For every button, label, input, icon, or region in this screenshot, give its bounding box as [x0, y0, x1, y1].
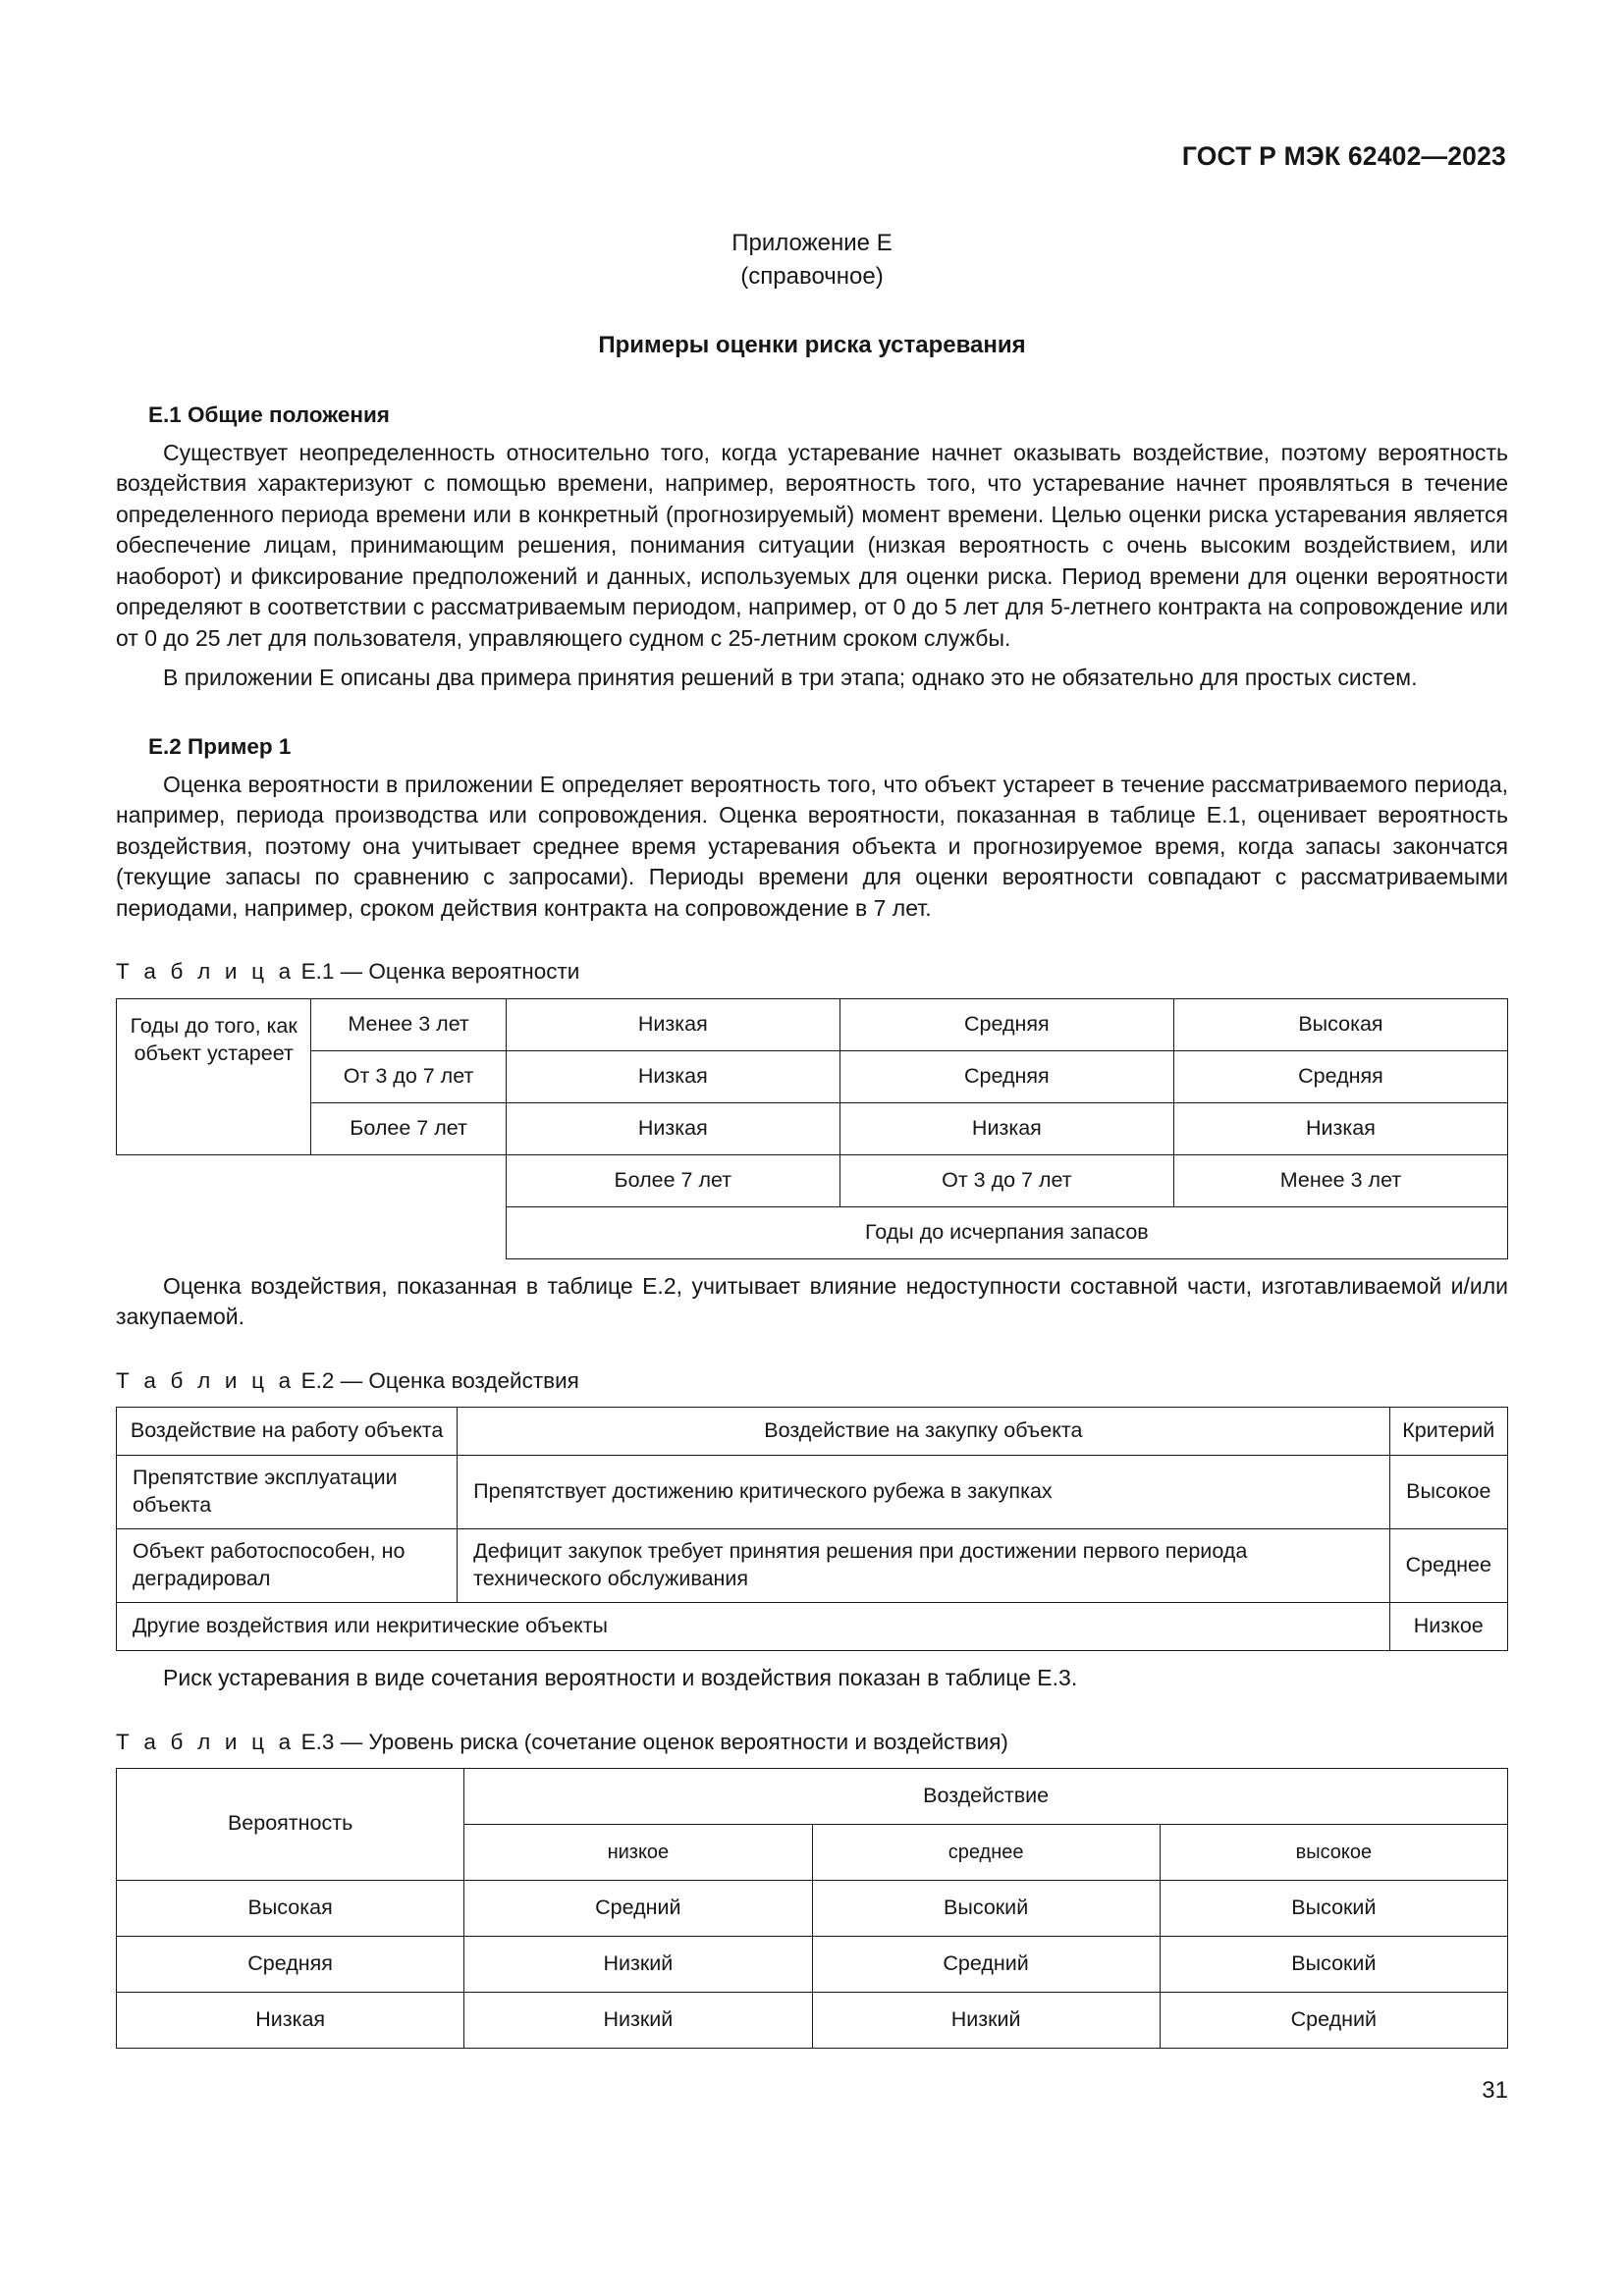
table-e2-header: Воздействие на работу объекта: [117, 1408, 458, 1456]
table-row: [117, 1992, 1508, 2048]
table-e1-spacer: [117, 1154, 507, 1206]
table-e3-caption: [116, 1728, 1508, 1756]
table-e3-subheader: среднее: [812, 1824, 1160, 1880]
table-row: [117, 1102, 1508, 1154]
table-impact-assessment: [116, 1407, 1508, 1651]
table-e2-criterion: Среднее: [1389, 1529, 1507, 1603]
table-header-row: [117, 1768, 1508, 1824]
table-e3-row-label: Высокая: [117, 1880, 464, 1936]
table-e3-col-axis-header: Воздействие: [464, 1768, 1508, 1824]
page-number: 31: [1482, 2077, 1508, 2104]
table-e3-cell: Низкий: [464, 1992, 812, 2048]
table-row: [117, 998, 1508, 1050]
table-e3-cell: Средний: [1160, 1992, 1507, 2048]
paragraph-after-table-e2: Риск устаревания в виде сочетания вероятности и воздействия показан в таблице Е.3.: [163, 1664, 1078, 1690]
table-e1-row-label: Менее 3 лет: [311, 998, 506, 1050]
table-e3-cell: Низкий: [464, 1936, 812, 1992]
paragraph-e1-2: В приложении Е описаны два примера принятия решений в три этапа; однако это не обязательно для простых систем.: [163, 664, 1418, 690]
table-e1-cell: Низкая: [506, 1102, 839, 1154]
table-header-row: [117, 1408, 1508, 1456]
table-e1-caption: [116, 957, 1508, 986]
table-e2-caption-text: Е.2 — Оценка воздействия: [300, 1367, 579, 1393]
annex-label: Приложение Е: [731, 229, 893, 256]
table-e1-cell: Низкая: [506, 998, 839, 1050]
table-e3-cell: Средний: [812, 1936, 1160, 1992]
table-e3-cell: Высокий: [812, 1880, 1160, 1936]
table-e3-cell: Высокий: [1160, 1880, 1507, 1936]
table-e3-subheader: высокое: [1160, 1824, 1507, 1880]
annex-status: (справочное): [740, 262, 884, 290]
table-e1-axis-value: От 3 до 7 лет: [839, 1154, 1173, 1206]
table-e1-cell: Средняя: [839, 1050, 1173, 1102]
section-heading-e1: E.1 Общие положения: [148, 402, 390, 428]
paragraph-after-table-e1: Оценка воздействия, показанная в таблице Е.2, учитывает влияние недоступности составной части, изготавливаемой и/или закупаемой.: [116, 1272, 1508, 1330]
table-row: [117, 1206, 1508, 1258]
table-e1-cell: Высокая: [1173, 998, 1507, 1050]
section-heading-e2: E.2 Пример 1: [148, 734, 292, 760]
table-e3-row-label: Средняя: [117, 1936, 464, 1992]
table-e2-procurement: Препятствует достижению критического рубежа в закупках: [458, 1456, 1389, 1529]
table-e1-row-label: От 3 до 7 лет: [311, 1050, 506, 1102]
table-e3-cell: Низкий: [812, 1992, 1160, 2048]
table-row: [117, 1529, 1508, 1603]
table-e3-cell: Высокий: [1160, 1936, 1507, 1992]
table-e2-criterion: Высокое: [1389, 1456, 1507, 1529]
table-e2-header: Критерий: [1389, 1408, 1507, 1456]
table-e3-subheader: низкое: [464, 1824, 812, 1880]
table-e1-spacer: [117, 1206, 507, 1258]
table-probability-assessment: [116, 998, 1508, 1259]
table-e1-row-label: Более 7 лет: [311, 1102, 506, 1154]
table-e1-axis-value: Более 7 лет: [506, 1154, 839, 1206]
table-e1-caption-text: Е.1 — Оценка вероятности: [300, 959, 580, 985]
paragraph-e2-1: Оценка вероятности в приложении Е определяет вероятность того, что объект устареет в течение рассматриваемого периода, например, периода производства или сопровождения. Оценка вероятности, показанная в таблице Е.1, оценивает вероятность воздействия, поэтому она учитывает среднее время устаревания объекта и прогнозируемое время, когда запасы закончатся (текущие запасы по сравнению с запросами). Периоды времени для оценки вероятности совпадают с рассматриваемыми периодами, например, сроком действия контракта на сопровождение в 7 лет.: [116, 771, 1508, 921]
table-e2-criterion: Низкое: [1389, 1602, 1507, 1650]
annex-title: Примеры оценки риска устаревания: [598, 331, 1026, 358]
table-e3-row-label: Низкая: [117, 1992, 464, 2048]
table-row: [117, 1880, 1508, 1936]
table-row: [117, 1936, 1508, 1992]
table-e2-caption: [116, 1366, 1508, 1395]
table-e1-cell: Низкая: [506, 1050, 839, 1102]
table-e1-row-header: Годы до того, как объект устареет: [117, 998, 311, 1154]
table-e1-cell: Средняя: [839, 998, 1173, 1050]
document-header: ГОСТ Р МЭК 62402—2023: [1181, 141, 1506, 171]
paragraph-e1-1: Существует неопределенность относительно того, когда устаревание начнет оказывать воздействие, поэтому вероятность воздействия характеризуют с помощью времени, например, вероятность того, что устаревание начнет проявляться в течение определенного периода времени или в конкретный (прогнозируемый) момент времени. Целью оценки риска устаревания является обеспечение лицам, принимающим решения, понимания ситуации (низкая вероятность с очень высоким воздействием, или наоборот) и фиксирование предположений и данных, используемых для оценки риска. Период времени для оценки вероятности определяют в соответствии с рассматриваемым периодом, например, от 0 до 5 лет для 5-летнего контракта на сопровождение или от 0 до 25 лет для пользователя, управляющего судном с 25-летним сроком службы.: [116, 439, 1508, 652]
table-e1-cell: Низкая: [1173, 1102, 1507, 1154]
table-e2-caption-prefix: Т а б л и ц а: [116, 1367, 296, 1393]
table-row: [117, 1456, 1508, 1529]
table-row: [117, 1154, 1508, 1206]
table-risk-level: [116, 1768, 1508, 2049]
table-e1-axis-value: Менее 3 лет: [1173, 1154, 1507, 1206]
table-e1-axis-label: Годы до исчерпания запасов: [506, 1206, 1507, 1258]
table-e2-other-impacts: Другие воздействия или некритические объекты: [117, 1602, 1390, 1650]
table-e2-operation: Объект работоспособен, но деградировал: [117, 1529, 458, 1603]
table-e1-cell: Низкая: [839, 1102, 1173, 1154]
table-e3-caption-text: Е.3 — Уровень риска (сочетание оценок вероятности и воздействия): [300, 1729, 1008, 1754]
table-row: [117, 1602, 1508, 1650]
page-content: [116, 0, 1508, 2049]
table-e3-cell: Средний: [464, 1880, 812, 1936]
table-e1-cell: Средняя: [1173, 1050, 1507, 1102]
table-e3-row-axis-header: Вероятность: [117, 1768, 464, 1880]
table-e2-procurement: Дефицит закупок требует принятия решения при достижении первого периода технического обслуживания: [458, 1529, 1389, 1603]
table-e3-caption-prefix: Т а б л и ц а: [116, 1729, 296, 1754]
table-e2-header: Воздействие на закупку объекта: [458, 1408, 1389, 1456]
table-e1-caption-prefix: Т а б л и ц а: [116, 959, 296, 985]
table-e2-operation: Препятствие эксплуатации объекта: [117, 1456, 458, 1529]
table-row: [117, 1050, 1508, 1102]
